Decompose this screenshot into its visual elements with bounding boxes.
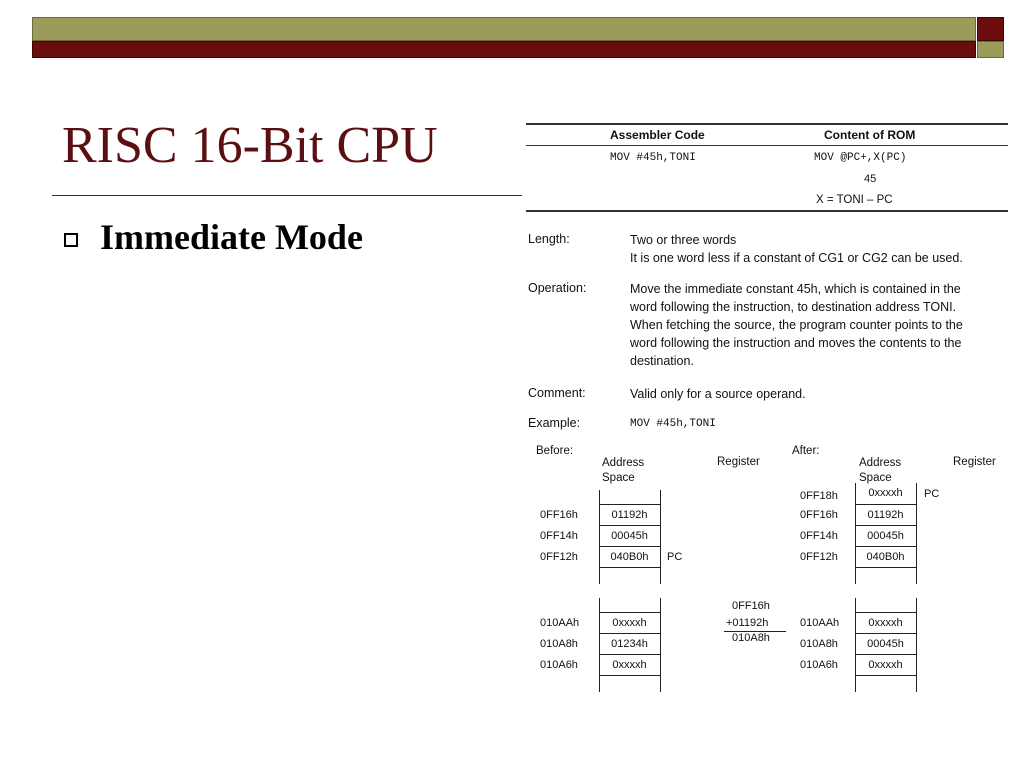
before-rom-right-border <box>660 490 661 584</box>
length-line-2: It is one word less if a constant of CG1 or CG2 can be used. <box>630 251 963 265</box>
table-header-rule <box>526 145 1008 146</box>
table-bottom-rule <box>526 210 1008 212</box>
header-bar-maroon <box>32 41 976 58</box>
bullet-item <box>64 216 363 258</box>
before-rom-address: 0FF14h <box>540 530 578 542</box>
before-ram-cell: 0xxxxh <box>599 654 660 675</box>
rom-line-1: MOV @PC+,X(PC) <box>814 152 907 164</box>
rom-line-3: X = TONI – PC <box>816 194 893 206</box>
before-rom-cell: 040B0h <box>599 546 660 567</box>
comment-label: Comment: <box>528 386 586 400</box>
comment-text: Valid only for a source operand. <box>630 387 806 401</box>
after-rom-address: 0FF16h <box>800 509 838 521</box>
operation-line-5: destination. <box>630 354 694 368</box>
after-rom-cell: 040B0h <box>855 546 916 567</box>
length-line-1: Two or three words <box>630 233 737 247</box>
before-ram-cell-empty <box>599 675 660 696</box>
before-address-space-label: Address Space <box>602 457 645 484</box>
calc-line-2: +01192h <box>726 617 769 629</box>
header-bar-olive <box>32 17 976 41</box>
operation-line-1: Move the immediate constant 45h, which is contained in the <box>630 282 961 296</box>
table-top-rule <box>526 123 1008 125</box>
example-label: Example: <box>528 416 581 430</box>
after-ram-address: 010AAh <box>800 617 840 629</box>
after-ram-address: 010A8h <box>800 638 838 650</box>
after-ram-address: 010A6h <box>800 659 838 671</box>
col-header-rom: Content of ROM <box>824 128 916 142</box>
after-ram-cell: 00045h <box>855 633 916 654</box>
before-ram-cell: 01234h <box>599 633 660 654</box>
slide-title: RISC 16-Bit CPU <box>62 117 438 174</box>
after-ram-right-border <box>916 598 917 692</box>
after-rom-cell: 00045h <box>855 525 916 546</box>
after-register-label: Register <box>953 456 996 468</box>
length-label: Length: <box>528 232 570 246</box>
before-rom-address: 0FF12h <box>540 551 578 563</box>
before-ram-address: 010AAh <box>540 617 580 629</box>
before-rom-address: 0FF16h <box>540 509 578 521</box>
after-ram-cell: 0xxxxh <box>855 654 916 675</box>
before-rom-cell: 00045h <box>599 525 660 546</box>
before-register-label: Register <box>717 456 760 468</box>
after-ram-cell-empty <box>855 675 916 696</box>
rom-line-2: 45 <box>864 173 877 185</box>
after-rom-cell-empty <box>855 567 916 588</box>
header-square-olive <box>977 41 1004 58</box>
after-label: After: <box>792 445 820 457</box>
assembler-code: MOV #45h,TONI <box>610 152 696 164</box>
calc-line-1: 0FF16h <box>732 600 770 612</box>
after-rom-right-border <box>916 483 917 584</box>
before-pc-marker: PC <box>667 551 683 563</box>
after-rom-address: 0FF12h <box>800 551 838 563</box>
datasheet-figure <box>526 120 1008 700</box>
after-rom-address: 0FF18h <box>800 490 838 502</box>
operation-line-2: word following the instruction, to destination address TONI. <box>630 300 957 314</box>
operation-line-3: When fetching the source, the program counter points to the <box>630 318 963 332</box>
header-square-maroon <box>977 17 1004 41</box>
example-code: MOV #45h,TONI <box>630 418 716 430</box>
before-rom-cell-empty <box>599 567 660 588</box>
after-address-space-label: Address Space <box>859 457 902 484</box>
after-ram-cell: 0xxxxh <box>855 612 916 633</box>
col-header-assembler: Assembler Code <box>610 128 705 142</box>
before-label: Before: <box>536 445 574 457</box>
after-rom-cell: 01192h <box>855 504 916 525</box>
before-ram-address: 010A6h <box>540 659 578 671</box>
operation-label: Operation: <box>528 281 587 295</box>
square-bullet-icon <box>64 233 78 247</box>
before-ram-right-border <box>660 598 661 692</box>
bullet-text: Immediate Mode <box>100 217 363 257</box>
after-rom-address: 0FF14h <box>800 530 838 542</box>
after-rom-cell: 0xxxxh <box>868 487 903 499</box>
title-underline <box>52 195 522 196</box>
before-ram-address: 010A8h <box>540 638 578 650</box>
calc-line-3: 010A8h <box>732 632 770 644</box>
before-ram-cell: 0xxxxh <box>599 612 660 633</box>
after-pc-marker: PC <box>924 488 940 500</box>
operation-line-4: word following the instruction and moves the contents to the <box>630 336 962 350</box>
before-rom-cell: 01192h <box>599 504 660 525</box>
